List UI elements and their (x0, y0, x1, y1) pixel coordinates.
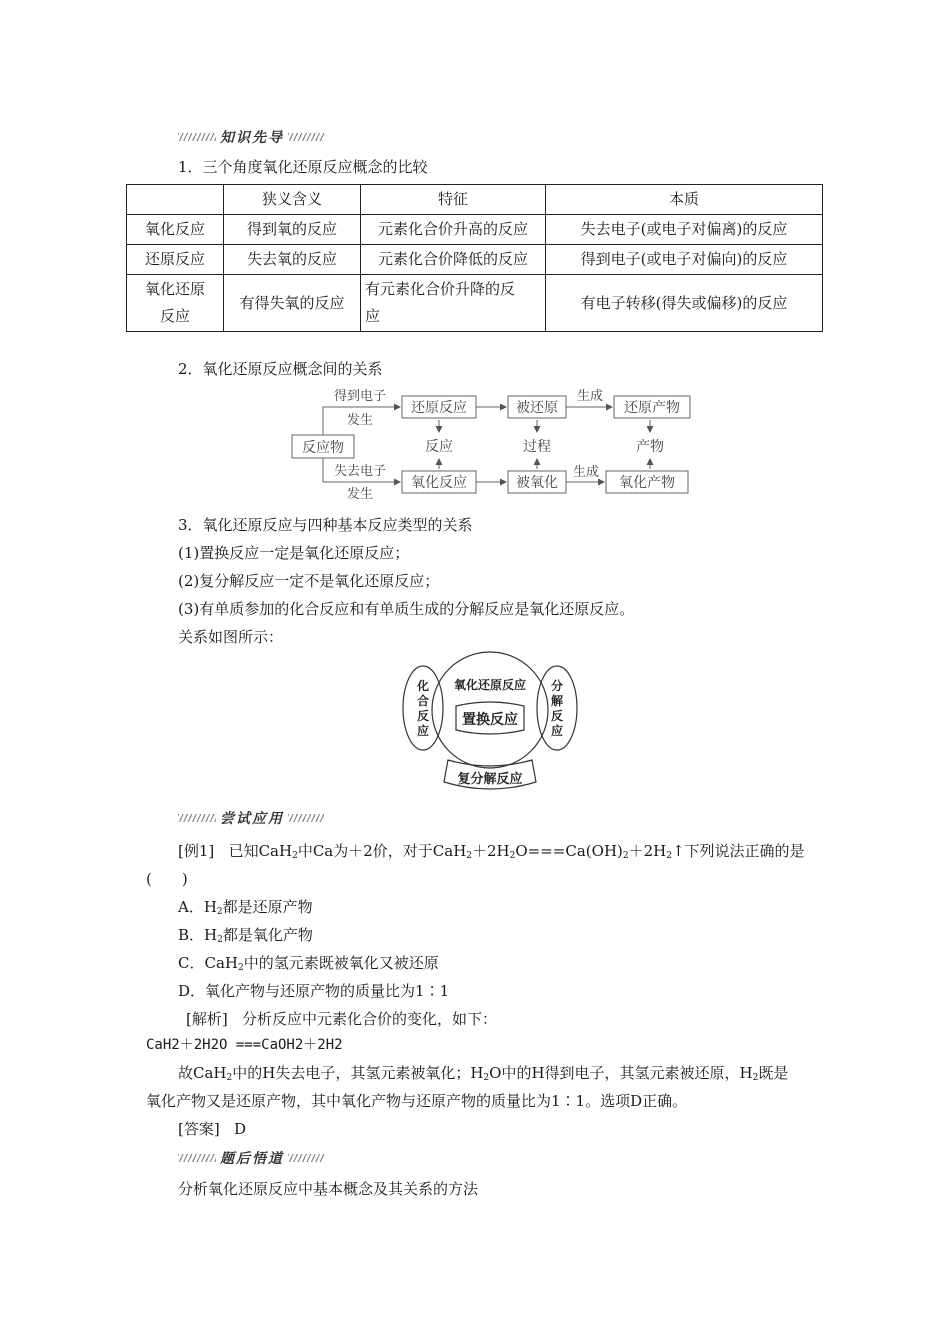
table-cell: 有得失氧的反应 (224, 275, 361, 332)
analysis (186, 1008, 497, 1029)
flow-label: 被氧化 (516, 475, 558, 491)
section-header-practice (178, 810, 324, 826)
explanation-line: 氧化产物又是还原产物，其中氧化产物与还原产物的质量比为1∶1。选项D正确。 (146, 1092, 688, 1110)
flow-label: 发生 (346, 487, 374, 502)
subscript: 2 (466, 851, 473, 861)
venn-label: 应 (416, 724, 430, 738)
analysis-text: 分析反应中元素化合价的变化，如下： (242, 1010, 498, 1028)
point3-title: 3．氧化还原反应与四种基本反应类型的关系 (178, 516, 473, 534)
flow-label: 产物 (636, 439, 664, 455)
section-title: 尝试应用 (220, 811, 284, 827)
venn-label: 分 (550, 679, 564, 693)
example-paren: ( ) (146, 870, 188, 888)
option-a (178, 896, 313, 917)
flow-label: 过程 (523, 439, 551, 455)
subscript: 2 (292, 851, 298, 861)
text-segment: 中Ca为＋2价，对于CaH (297, 842, 467, 860)
text-segment: 故CaH (178, 1064, 227, 1082)
point2-title: 2．氧化还原反应概念间的关系 (178, 360, 383, 378)
equation: CaH2＋2H2O ===CaOH2＋2H2 (146, 1037, 343, 1053)
text-segment: O===Ca(OH) (515, 842, 623, 860)
subscript: 2 (483, 1073, 490, 1083)
answer-value: D (234, 1120, 247, 1138)
venn-label: 氧化还原反应 (453, 678, 527, 692)
table-cell: 有电子转移(得失或偏移)的反应 (546, 275, 823, 332)
table-cell: 元素化合价升高的反应 (361, 215, 546, 245)
redox-circle (432, 652, 548, 768)
flow-label: 反应 (425, 439, 453, 455)
option-b (178, 924, 313, 945)
table-cell: 得到氧的反应 (224, 215, 361, 245)
subscript: 2 (666, 851, 672, 861)
flow-label: 氧化产物 (619, 475, 675, 491)
comparison-table (126, 184, 823, 332)
section-title: 知识先导 (220, 130, 284, 146)
text-segment: 中的氢元素既被氧化又被还原 (243, 954, 439, 972)
subscript: 2 (752, 1073, 759, 1083)
table-header-cell: 特征 (361, 185, 546, 215)
table-cell (361, 275, 546, 332)
flow-label: 还原产物 (624, 400, 680, 416)
explanation-line (178, 1062, 788, 1083)
cell-line: 有元素化合价升降的反 (365, 280, 516, 298)
subscript: 2 (622, 851, 629, 861)
table-cell: 失去氧的反应 (224, 245, 361, 275)
point3-item: (3)有单质参加的化合反应和有单质生成的分解反应是氧化还原反应。 (178, 600, 635, 618)
table-cell: 还原反应 (127, 245, 224, 275)
hatch-decoration (178, 133, 216, 141)
cell-line: 氧化还原 (144, 280, 205, 298)
option-d: D．氧化产物与还原产物的质量比为1∶1 (178, 982, 450, 1000)
text-segment: ＋2H (628, 842, 667, 860)
text-segment: O中的H得到电子，其氢元素被还原，H (489, 1064, 753, 1082)
example-question (178, 840, 805, 861)
method-title: 分析氧化还原反应中基本概念及其关系的方法 (178, 1180, 479, 1198)
table-header-cell (127, 185, 224, 215)
point3-item: (2)复分解反应一定不是氧化还原反应； (178, 572, 440, 590)
redox-flow-diagram (280, 384, 700, 502)
table-cell (127, 275, 224, 332)
text-segment: 都是氧化产物 (222, 926, 313, 944)
flow-label: 失去电子 (333, 464, 387, 479)
text-segment: ＋2H (472, 842, 510, 860)
flow-label: 生成 (576, 389, 604, 404)
table-row (127, 215, 823, 245)
table-cell: 氧化反应 (127, 215, 224, 245)
hatch-decoration (288, 814, 324, 822)
venn-label: 合 (416, 694, 430, 708)
point1-title: 1．三个角度氧化还原反应概念的比较 (178, 158, 428, 176)
venn-label: 应 (550, 724, 564, 738)
section-header-knowledge (178, 129, 324, 145)
subscript: 2 (216, 907, 223, 917)
table-header-cell: 本质 (546, 185, 823, 215)
cell-line: 应 (365, 307, 381, 325)
example-label: [例1] (178, 842, 215, 860)
hatch-decoration (288, 1154, 324, 1162)
subscript: 2 (217, 935, 223, 945)
text-segment: C．CaH (178, 954, 238, 972)
hatch-decoration (178, 814, 216, 822)
venn-label: 化 (416, 679, 430, 693)
subscript: 2 (509, 851, 516, 861)
analysis-label: [解析] (186, 1010, 228, 1028)
subscript: 2 (226, 1073, 233, 1083)
text-segment: ↑下列说法正确的是 (671, 842, 805, 860)
text-segment: A．H (178, 898, 217, 916)
section-header-reflection (178, 1150, 324, 1166)
text-segment: B．H (178, 926, 218, 944)
flow-label: 氧化反应 (411, 475, 467, 491)
table-row (127, 275, 823, 332)
venn-label: 反 (550, 709, 564, 723)
flow-label: 发生 (346, 413, 374, 428)
point3-item: (1)置换反应一定是氧化还原反应； (178, 544, 410, 562)
venn-label: 复分解反应 (457, 772, 523, 787)
subscript: 2 (237, 963, 244, 973)
flow-label: 得到电子 (333, 389, 387, 404)
cell-line: 反应 (159, 307, 190, 325)
text-segment: 都是还原产物 (222, 898, 313, 916)
option-c (178, 952, 439, 973)
flow-label: 还原反应 (411, 400, 467, 416)
table-cell: 失去电子(或电子对偏离)的反应 (546, 215, 823, 245)
table-header-cell: 狭义含义 (224, 185, 361, 215)
text-segment: 既是 (758, 1064, 789, 1082)
table-cell: 元素化合价降低的反应 (361, 245, 546, 275)
flow-label: 生成 (572, 465, 600, 480)
text-segment: 已知CaH (228, 842, 293, 860)
diagram-intro: 关系如图所示： (178, 628, 284, 646)
flow-label: 被还原 (516, 400, 558, 416)
answer-label: [答案] (178, 1120, 220, 1138)
venn-label: 置换反应 (462, 712, 518, 728)
table-row (127, 245, 823, 275)
table-header-row (127, 185, 823, 215)
flow-label: 反应物 (302, 440, 344, 456)
table-cell: 得到电子(或电子对偏向)的反应 (546, 245, 823, 275)
text-segment: 中的H失去电子，其氢元素被氧化；H (232, 1064, 484, 1082)
section-title: 题后悟道 (220, 1151, 284, 1167)
hatch-decoration (178, 1154, 216, 1162)
hatch-decoration (288, 133, 324, 141)
venn-label: 解 (550, 694, 564, 708)
venn-label: 反 (416, 709, 430, 723)
answer (178, 1118, 246, 1139)
reaction-types-venn (396, 648, 586, 798)
